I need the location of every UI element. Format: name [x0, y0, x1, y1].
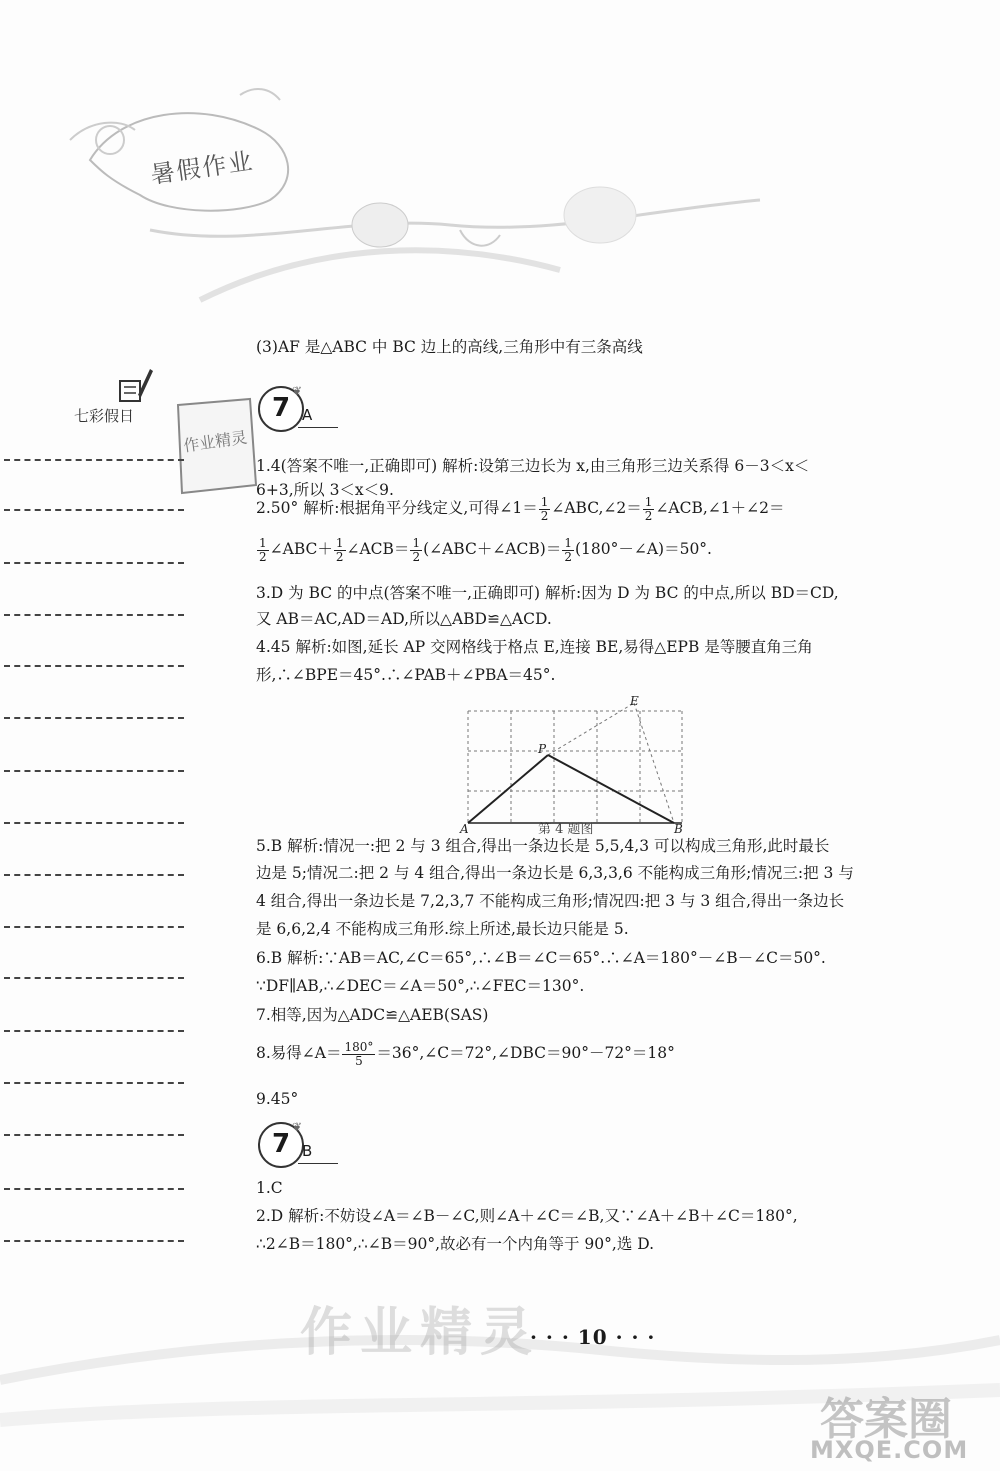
- answer-line: 3.D 为 BC 的中点(答案不唯一,正确即可) 解析:因为 D 为 BC 的中点,所以 BD＝CD,: [256, 584, 839, 602]
- header-title: 暑假作业: [148, 146, 256, 190]
- note-line: [4, 1188, 184, 1190]
- leaf-icon: ❦: [292, 1120, 303, 1134]
- fraction-denominator: 2: [412, 549, 421, 564]
- leaf-icon: ❦: [292, 384, 303, 398]
- fraction: [342, 1041, 375, 1068]
- section-a-number: 7: [258, 386, 304, 432]
- answer-line: 9.45°: [256, 1090, 299, 1108]
- note-line: [4, 1134, 184, 1136]
- note-line: [4, 874, 184, 876]
- badge-underline: [298, 1163, 338, 1164]
- fraction-numerator: 1: [644, 494, 653, 509]
- answer-text: ∠ABC＋: [269, 540, 333, 558]
- point-p-label: P: [538, 742, 547, 756]
- note-line: [4, 1240, 184, 1242]
- answer-line: 6.B 解析:∵AB＝AC,∠C＝65°,∴∠B＝∠C＝65°.∴∠A＝180°－∠B－∠C＝50°.: [256, 949, 826, 967]
- answer-line: [256, 1038, 675, 1068]
- note-line: [4, 926, 184, 928]
- grid-figure: [458, 693, 690, 833]
- pen-notebook-icon: [118, 365, 154, 405]
- answer-line: 形,∴∠BPE＝45°.∴∠PAB＋∠PBA＝45°.: [256, 666, 556, 684]
- section-a-letter: A: [302, 406, 313, 424]
- answer-line: 4 组合,得出一条边长是 7,2,3,7 不能构成三角形;情况四:把 3 与 3 组合,得出一条边长: [256, 892, 845, 910]
- answer-line: ∴2∠B＝180°,∴∠B＝90°,故必有一个内角等于 90°,选 D.: [256, 1235, 655, 1253]
- fraction-numerator: 180°: [344, 1039, 374, 1054]
- page-number: · · · 10 · · ·: [530, 1325, 656, 1349]
- answer-line: ∵DF∥AB,∴∠DEC＝∠A＝50°,∴∠FEC＝130°.: [256, 977, 585, 995]
- answer-line: 7.相等,因为△ADC≌△AEB(SAS): [256, 1006, 489, 1024]
- note-line: [4, 1082, 184, 1084]
- section-b-letter: B: [302, 1142, 313, 1160]
- point-a-label: A: [460, 822, 469, 833]
- fraction-numerator: 1: [335, 535, 344, 550]
- note-line: [4, 822, 184, 824]
- answer-line: [256, 536, 712, 564]
- answer-text: (∠ABC＋∠ACB)＝: [423, 540, 562, 558]
- section-b-badge: [258, 1122, 340, 1166]
- answer-line: 1.4(答案不唯一,正确即可) 解析:设第三边长为 x,由三角形三边关系得 6－3＜x＜: [256, 457, 810, 475]
- fraction-denominator: 2: [564, 549, 572, 564]
- fraction-numerator: 1: [259, 535, 267, 550]
- answer-text: ＝36°,∠C＝72°,∠DBC＝90°－72°＝18°: [376, 1044, 675, 1062]
- point-e-label: E: [630, 694, 639, 708]
- note-line: [4, 717, 184, 719]
- fraction: [562, 537, 574, 564]
- fraction-numerator: 1: [540, 494, 549, 509]
- fraction: [410, 537, 422, 564]
- answer-line: 又 AB＝AC,AD＝AD,所以△ABD≌△ACD.: [256, 610, 552, 628]
- answer-text: ∠ACB＝: [346, 540, 410, 558]
- fraction-denominator: 2: [259, 549, 267, 564]
- fraction-denominator: 2: [644, 508, 653, 523]
- watermark-site: 答案圈: [820, 1394, 952, 1445]
- note-line: [4, 509, 184, 511]
- answer-line: 是 6,6,2,4 不能构成三角形.综上所述,最长边只能是 5.: [256, 920, 629, 938]
- answer-line: 4.45 解析:如图,延长 AP 交网格线于格点 E,连接 BE,易得△EPB 是等腰直角三角: [256, 638, 813, 656]
- answer-line: 5.B 解析:情况一:把 2 与 3 组合,得出一条边长是 5,5,4,3 可以构成三角形,此时最长: [256, 837, 830, 855]
- fraction-numerator: 1: [412, 535, 421, 550]
- note-line: [4, 665, 184, 667]
- svg-text:作业精灵: 作业精灵: [182, 427, 249, 456]
- answer-line: 边是 5;情况二:把 2 与 4 组合,得出一条边长是 6,3,3,6 不能构成三角形;情况三:把 3 与: [256, 864, 854, 882]
- note-line: [4, 770, 184, 772]
- note-line: [4, 459, 184, 461]
- fraction: [539, 496, 551, 523]
- answer-line: 2.D 解析:不妨设∠A＝∠B－∠C,则∠A＋∠C＝∠B,又∵∠A＋∠B＋∠C＝180°,: [256, 1207, 798, 1225]
- badge-underline: [298, 427, 338, 428]
- answer-text: ∠ABC,∠2＝: [551, 499, 642, 517]
- section-b-number: 7: [258, 1122, 304, 1168]
- sidebar-label: 七彩假日: [74, 407, 135, 425]
- answer-line: 1.C: [256, 1179, 283, 1197]
- fraction: [334, 537, 346, 564]
- note-line: [4, 562, 184, 564]
- fraction-denominator: 2: [335, 549, 344, 564]
- answer-text: ∠ACB,∠1＋∠2＝: [655, 499, 785, 517]
- note-line: [4, 1030, 184, 1032]
- fraction: [643, 496, 655, 523]
- stamp-seal: [168, 395, 260, 497]
- answer-text: (180°－∠A)＝50°.: [574, 540, 712, 558]
- answer-line: [256, 495, 785, 523]
- figure-caption: 第 4 题图: [538, 822, 594, 837]
- intro-line: (3)AF 是△ABC 中 BC 边上的高线,三角形中有三条高线: [256, 338, 643, 356]
- fraction-denominator: 5: [355, 1053, 363, 1068]
- answer-text: 8.易得∠A＝: [256, 1044, 342, 1062]
- note-line: [4, 977, 184, 979]
- note-line: [4, 614, 184, 616]
- section-a-badge: [258, 386, 340, 430]
- watermark-main: 作业精灵: [300, 1303, 541, 1363]
- fraction: [257, 537, 269, 564]
- fraction-denominator: 2: [540, 508, 549, 523]
- watermark-url: MXQE.COM: [810, 1436, 969, 1464]
- fraction-numerator: 1: [564, 535, 572, 550]
- answer-line: 6+3,所以 3＜x＜9.: [256, 481, 394, 499]
- answer-text: 2.50° 解析:根据角平分线定义,可得∠1＝: [256, 499, 538, 517]
- point-b-label: B: [674, 822, 683, 833]
